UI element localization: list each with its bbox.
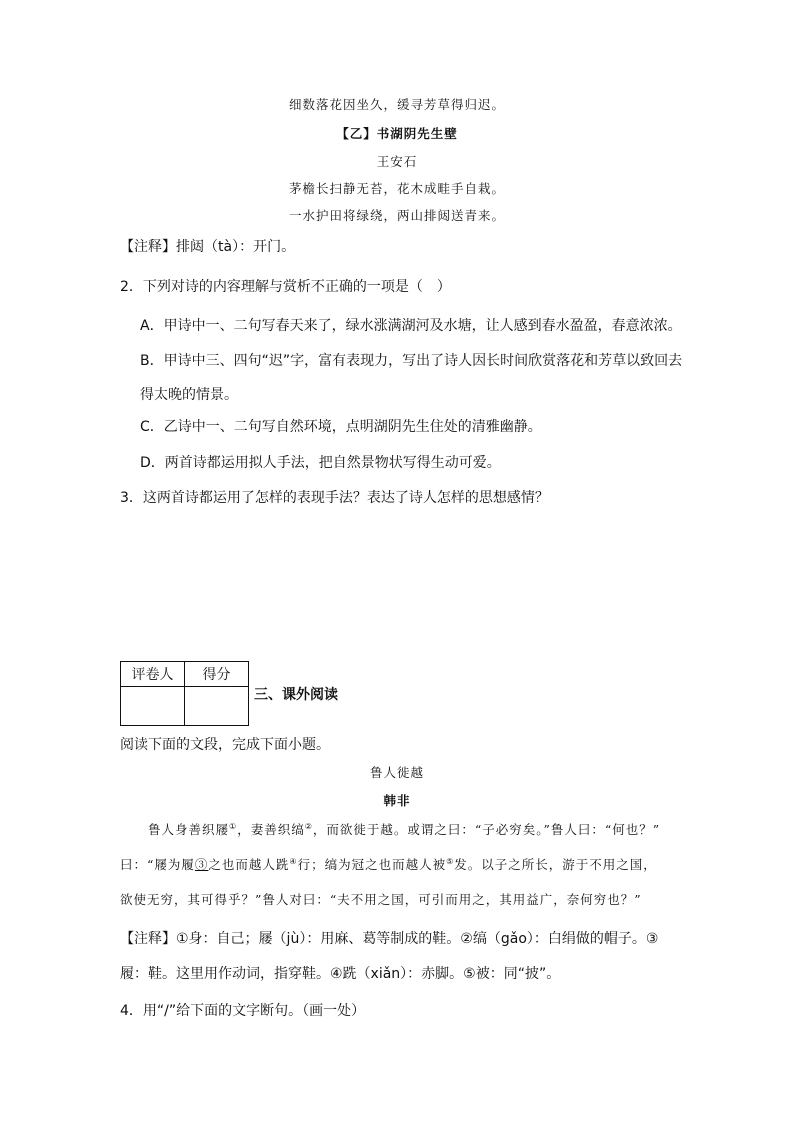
passage-text: 曰：“屦为履 [120,857,195,872]
footnote-mark: ⑤ [446,856,455,866]
score-table-grader-cell[interactable] [121,687,185,726]
note-2-line-1: 【注释】①身：自己；屦（jù）：用麻、葛等制成的鞋。②缟（gǎo）：白绢做的帽子。③ [120,931,659,947]
poem-yi-title: 【乙】书湖阴先生壁 [336,126,458,141]
question-2-option-a: A．甲诗中一、二句写春天来了，绿水涨满湖河及水塘，让人感到春水盈盈，春意浓浓。 [140,318,682,334]
question-4: 4．用“/”给下面的文字断句。（画一处） [120,1003,366,1019]
footnote-mark: ① [229,821,238,831]
passage-line-3: 欲使无穷，其可得乎？”鲁人对曰：“夫不用之国，可引而用之，其用益广，奈何穷也？” [120,892,642,907]
question-2-option-c: C．乙诗中一、二句写自然环境，点明湖阴先生住处的清雅幽静。 [140,419,542,435]
passage-text: ，而欲徙于越。或谓之曰：“子必穷矣。”鲁人曰：“何也？” [312,822,661,837]
passage-title: 鲁人徙越 [369,765,424,780]
poem-yi-author: 王安石 [376,154,418,169]
question-3: 3．这两首诗都运用了怎样的表现手法？表达了诗人怎样的思想感情？ [120,490,549,506]
score-table-header-score: 得分 [185,662,249,687]
note-2-line-2: 履：鞋。这里用作动词，指穿鞋。④跣（xiǎn）：赤脚。⑤被：同“披”。 [120,966,561,982]
score-table-header-grader: 评卷人 [121,662,185,687]
passage-text: 之也而越人跣 [208,857,290,872]
passage-text: 鲁人身善织屦 [148,822,230,837]
section-3-title: 三、课外阅读 [254,687,338,703]
reading-intro: 阅读下面的文段，完成下面小题。 [120,737,330,753]
poem-jia-last-line: 细数落花因坐久，缓寻芳草得归迟。 [288,97,505,112]
footnote-mark: ③ [194,857,209,872]
passage-author: 韩非 [383,793,411,808]
question-2-stem: 2．下列对诗的内容理解与赏析不正确的一项是（ ） [120,279,451,295]
question-2-option-b-line-2: 得太晚的情景。 [140,387,238,403]
passage-line-2 [120,855,657,873]
footnote-mark: ④ [289,856,298,866]
score-table-score-cell[interactable] [185,687,249,726]
poem-yi-line-1: 茅檐长扫静无苔，花木成畦手自栽。 [288,181,505,196]
note-1: 【注释】排闼（tà）：开门。 [120,239,296,255]
footnote-mark: ② [304,821,313,831]
passage-text: ，妻善织缟 [237,822,305,837]
score-table [120,661,249,726]
poem-yi-line-2: 一水护田将绿绕，两山排闼送青来。 [288,208,505,223]
question-2-option-b-line-1: B．甲诗中三、四句“迟”字，富有表现力，写出了诗人因长时间欣赏落花和芳草以致回去 [140,353,683,369]
passage-line-1 [148,820,660,838]
passage-text: 发。以子之所长，游于不用之国， [454,857,657,872]
question-2-option-d: D．两首诗都运用拟人手法，把自然景物状写得生动可爱。 [140,455,501,471]
passage-text: 行；缟为冠之也而越人被 [297,857,447,872]
